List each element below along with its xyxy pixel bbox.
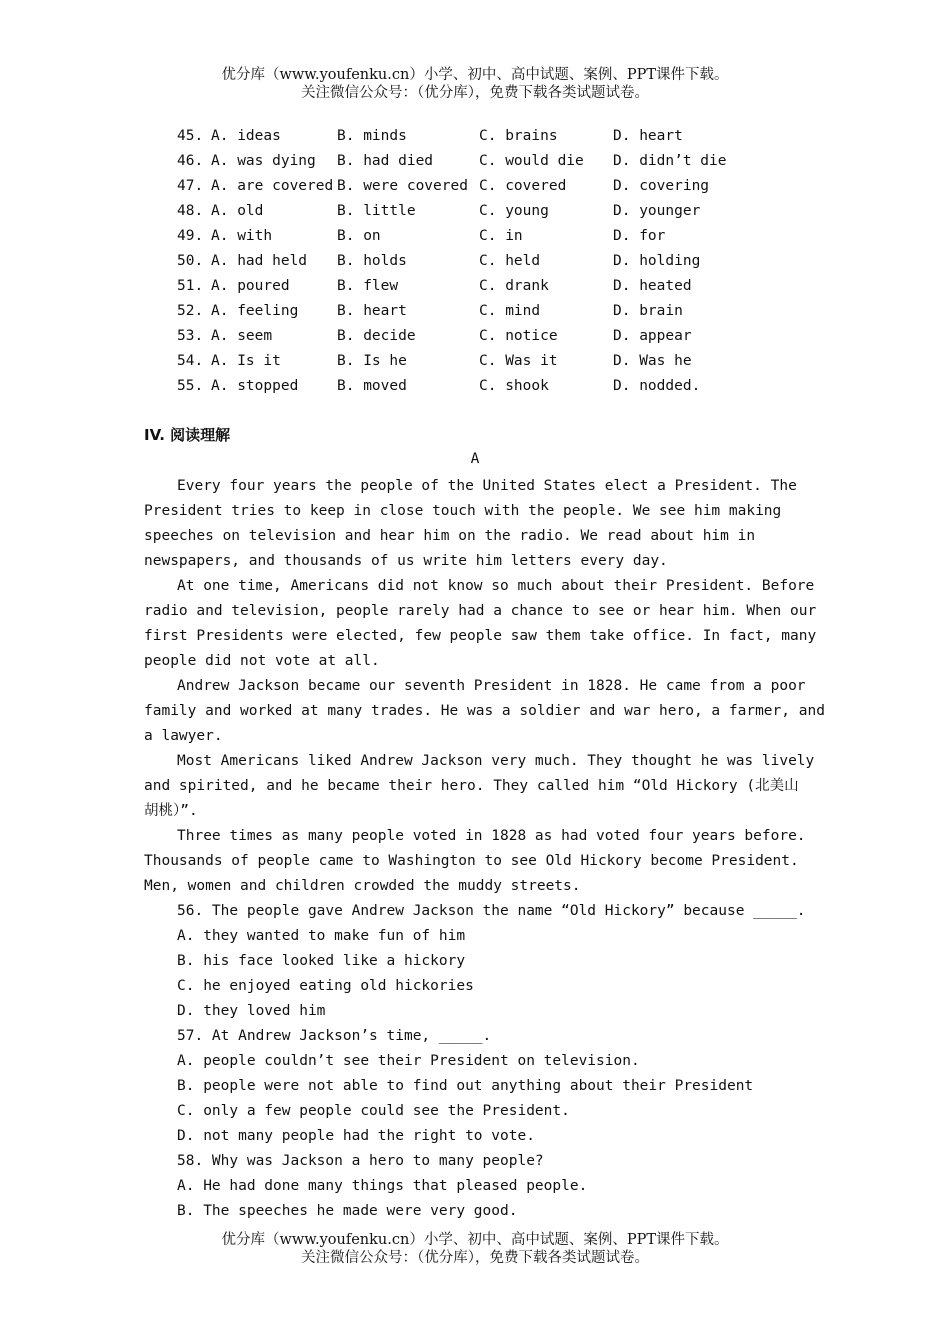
option-c: C. in (479, 228, 523, 244)
option-d: D. covering (613, 178, 710, 194)
option-row (0, 201, 950, 226)
passage-line: Thousands of people came to Washington to see Old Hickory become President. (144, 853, 799, 869)
option-c: C. young (479, 203, 549, 219)
page-header (0, 66, 950, 102)
page-footer (0, 1231, 950, 1267)
answer-choice: A. people couldn’t see their President on television. (177, 1053, 640, 1069)
option-a: A. stopped (211, 378, 299, 394)
item-number: 49. (177, 228, 204, 244)
option-row (0, 326, 950, 351)
item-number: 52. (177, 303, 204, 319)
option-d: D. brain (613, 303, 683, 319)
option-a: A. Is it (211, 353, 281, 369)
option-row (0, 376, 950, 401)
answer-choice: C. he enjoyed eating old hickories (177, 978, 474, 994)
footer-line-2: 关注微信公众号：（优分库），免费下载各类试题试卷。 (301, 1250, 649, 1266)
header-line-1: 优分库（www.youfenku.cn）小学、初中、高中试题、案例、PPT课件下载。 (221, 67, 729, 83)
option-a: A. seem (211, 328, 273, 344)
option-d: D. for (613, 228, 666, 244)
option-b: B. holds (337, 253, 407, 269)
option-b: B. had died (337, 153, 434, 169)
option-a: A. had held (211, 253, 308, 269)
passage-line: first Presidents were elected, few people saw them take office. In fact, many (144, 628, 817, 644)
answer-choice: B. people were not able to find out anything about their President (177, 1078, 754, 1094)
passage-line: Most Americans liked Andrew Jackson very much. They thought he was lively (177, 753, 815, 769)
passage-line: Andrew Jackson became our seventh President in 1828. He came from a poor (177, 678, 806, 694)
option-b: B. moved (337, 378, 407, 394)
passage-line: President tries to keep in close touch with the people. We see him making (144, 503, 782, 519)
option-b: B. little (337, 203, 416, 219)
passage-line: family and worked at many trades. He was a soldier and war hero, a farmer, and (144, 703, 825, 719)
option-d: D. appear (613, 328, 692, 344)
item-number: 51. (177, 278, 204, 294)
option-c: C. shook (479, 378, 549, 394)
answer-choice: A. He had done many things that pleased people. (177, 1178, 588, 1194)
passage-line: Men, women and children crowded the muddy streets. (144, 878, 581, 894)
option-a: A. feeling (211, 303, 299, 319)
cloze-options (0, 126, 950, 401)
passage-line: newspapers, and thousands of us write him letters every day. (144, 553, 668, 569)
option-b: B. decide (337, 328, 416, 344)
option-c: C. mind (479, 303, 541, 319)
option-d: D. heart (613, 128, 683, 144)
option-c: C. covered (479, 178, 567, 194)
passage-line: Three times as many people voted in 1828 as had voted four years before. (177, 828, 806, 844)
option-row (0, 301, 950, 326)
passage-line: and spirited, and he became their hero. They called him “Old Hickory (北美山 (144, 778, 799, 794)
answer-choice: B. his face looked like a hickory (177, 953, 466, 969)
section-title: IV. 阅读理解 (144, 426, 231, 444)
item-number: 53. (177, 328, 204, 344)
option-c: C. brains (479, 128, 558, 144)
option-d: D. holding (613, 253, 701, 269)
option-row (0, 176, 950, 201)
item-number: 55. (177, 378, 204, 394)
passage-line: At one time, Americans did not know so much about their President. Before (177, 578, 815, 594)
option-d: D. nodded. (613, 378, 701, 394)
item-number: 45. (177, 128, 204, 144)
option-row (0, 276, 950, 301)
option-c: C. would die (479, 153, 584, 169)
header-line-2: 关注微信公众号：（优分库），免费下载各类试题试卷。 (301, 85, 649, 101)
option-a: A. poured (211, 278, 290, 294)
item-number: 50. (177, 253, 204, 269)
answer-choice: B. The speeches he made were very good. (177, 1203, 518, 1219)
question-stem: 58. Why was Jackson a hero to many people? (177, 1153, 544, 1169)
option-b: B. Is he (337, 353, 407, 369)
questions-block (144, 899, 804, 1224)
option-a: A. was dying (211, 153, 316, 169)
option-b: B. were covered (337, 178, 468, 194)
option-row (0, 251, 950, 276)
option-a: A. old (211, 203, 264, 219)
option-b: B. heart (337, 303, 407, 319)
reading-body (144, 474, 825, 1224)
answer-choice: A. they wanted to make fun of him (177, 928, 466, 944)
option-a: A. ideas (211, 128, 281, 144)
option-d: D. heated (613, 278, 692, 294)
option-d: D. younger (613, 203, 701, 219)
answer-choice: C. only a few people could see the President. (177, 1103, 570, 1119)
option-b: B. on (337, 228, 381, 244)
answer-choice: D. they loved him (177, 1003, 326, 1019)
passage-line: speeches on television and hear him on the radio. We read about him in (144, 528, 756, 544)
question-stem: 57. At Andrew Jackson’s time, _____. (177, 1028, 492, 1044)
item-number: 48. (177, 203, 204, 219)
option-c: C. drank (479, 278, 549, 294)
option-b: B. flew (337, 278, 399, 294)
option-row (0, 126, 950, 151)
option-d: D. didn’t die (613, 153, 727, 169)
passage-text (144, 474, 825, 899)
passage-line: Every four years the people of the United States elect a President. The (177, 478, 797, 494)
item-number: 54. (177, 353, 204, 369)
item-number: 46. (177, 153, 204, 169)
answer-choice: D. not many people had the right to vote. (177, 1128, 535, 1144)
question-stem: 56. The people gave Andrew Jackson the name “Old Hickory” because _____. (177, 903, 806, 919)
passage-label: A (470, 451, 480, 467)
option-a: A. with (211, 228, 273, 244)
passage-line: radio and television, people rarely had a chance to see or hear him. When our (144, 603, 817, 619)
option-a: A. are covered (211, 178, 334, 194)
option-row (0, 351, 950, 376)
option-b: B. minds (337, 128, 407, 144)
item-number: 47. (177, 178, 204, 194)
option-c: C. Was it (479, 353, 558, 369)
option-c: C. notice (479, 328, 558, 344)
passage-line: people did not vote at all. (144, 653, 380, 669)
footer-line-1: 优分库（www.youfenku.cn）小学、初中、高中试题、案例、PPT课件下载。 (221, 1232, 729, 1248)
option-row (0, 226, 950, 251)
option-d: D. Was he (613, 353, 692, 369)
option-c: C. held (479, 253, 541, 269)
passage-line: 胡桃）”. (144, 803, 198, 819)
passage-line: a lawyer. (144, 728, 223, 744)
option-row (0, 151, 950, 176)
